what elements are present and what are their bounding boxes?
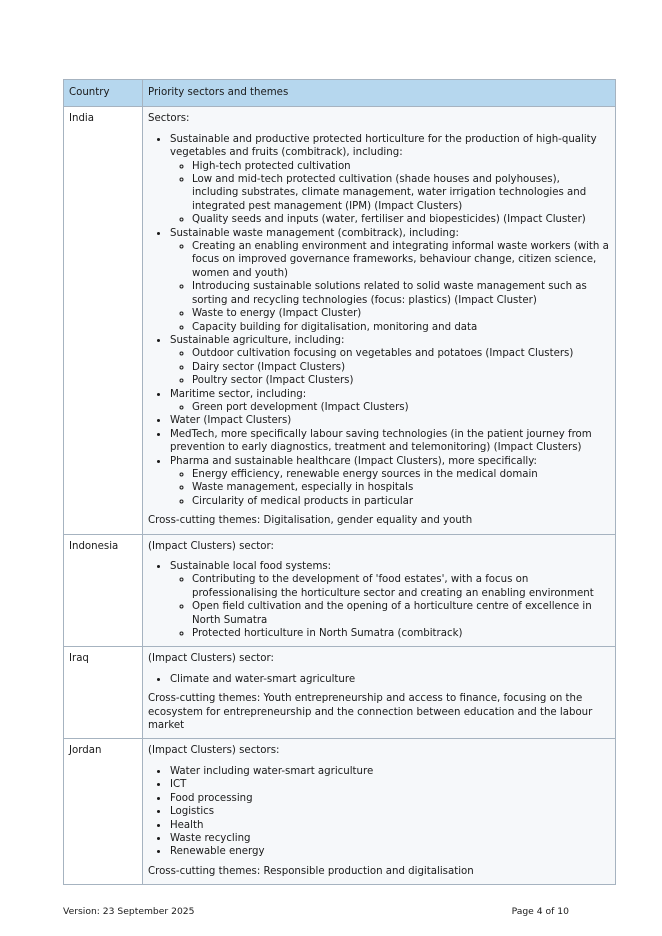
sector-item [169, 388, 609, 415]
sub-sector-item: ◦ Protected horticulture in North Sumatra (combitrack) [192, 627, 609, 640]
header-priority-sectors: Priority sectors and themes [143, 80, 616, 107]
cross-cutting-themes: Cross-cutting themes: Digitalisation, gender equality and youth [148, 515, 473, 527]
sector-intro: (Impact Clusters) sector: [148, 540, 274, 552]
table-body [64, 107, 616, 885]
sub-sector-list [170, 347, 609, 387]
sector-item [169, 428, 609, 455]
footer-version: Version: 23 September 2025 [63, 906, 195, 917]
sector-item-text: MedTech, more specifically labour saving technologies (in the patient journey from prevention to early diagnostics, treatment and telemonitoring) (Impact Clusters) [170, 428, 592, 454]
sector-item-text: Food processing [170, 792, 253, 804]
table-row [64, 107, 616, 534]
sub-sector-list [170, 240, 609, 334]
sector-item-text: Health [170, 819, 204, 831]
priorities-cell [143, 647, 616, 739]
sector-item [169, 455, 609, 509]
sub-sector-item: ◦ Outdoor cultivation focusing on vegetables and potatoes (Impact Clusters) [192, 347, 609, 360]
country-cell: India [64, 107, 143, 534]
sector-item [169, 765, 609, 778]
priorities-cell [143, 534, 616, 647]
sector-item-text: Climate and water-smart agriculture [170, 673, 356, 685]
country-cell: Jordan [64, 739, 143, 885]
sector-intro: (Impact Clusters) sectors: [148, 745, 280, 757]
sector-item [169, 673, 609, 686]
sub-sector-list [170, 468, 609, 508]
sector-list [148, 673, 609, 686]
sector-item [169, 334, 609, 388]
priorities-cell [143, 107, 616, 534]
sub-sector-list [170, 160, 609, 227]
priorities-cell [143, 739, 616, 885]
sub-sector-item: ◦ Creating an enabling environment and integrating informal waste workers (with a focus on improved governance frameworks, behaviour change, citizen science, women and youth) [192, 240, 609, 280]
sub-sector-item: ◦ Dairy sector (Impact Clusters) [192, 361, 609, 374]
sector-item [169, 414, 609, 427]
sector-intro: (Impact Clusters) sector: [148, 653, 274, 665]
sub-sector-item: ◦ Quality seeds and inputs (water, fertiliser and biopesticides) (Impact Cluster) [192, 213, 609, 226]
sub-sector-item: ◦ Circularity of medical products in particular [192, 495, 609, 508]
sector-item-text: Water including water-smart agriculture [170, 765, 374, 777]
cross-cutting-themes: Cross-cutting themes: Responsible production and digitalisation [148, 865, 474, 877]
sub-sector-item: ◦ Green port development (Impact Clusters) [192, 401, 609, 414]
sector-item [169, 845, 609, 858]
sector-item-text: Water (Impact Clusters) [170, 415, 292, 427]
cross-cutting-themes: Cross-cutting themes: Youth entrepreneurship and access to finance, focusing on the ecosystem for entrepreneurship and the connection between education and the labour market [148, 693, 593, 732]
sub-sector-item: ◦ Capacity building for digitalisation, monitoring and data [192, 321, 609, 334]
sub-sector-list [170, 573, 609, 640]
table-header-row [64, 80, 616, 107]
sector-intro: Sectors: [148, 113, 190, 125]
sector-item-text: Sustainable and productive protected horticulture for the production of high-quality vegetables and fruits (combitrack), including: [170, 133, 597, 159]
footer-page-number: Page 4 of 10 [511, 906, 569, 917]
sub-sector-item: ◦ Contributing to the development of 'food estates', with a focus on professionalising the horticulture sector and creating an enabling environment [192, 573, 609, 600]
sub-sector-item: ◦ Waste management, especially in hospitals [192, 481, 609, 494]
sector-list [148, 765, 609, 859]
sub-sector-item: ◦ Introducing sustainable solutions related to solid waste management such as sorting and recycling technologies (focus: plastics) (Impact Cluster) [192, 280, 609, 307]
sub-sector-list [170, 401, 609, 414]
sector-item [169, 560, 609, 640]
sector-item-text: ICT [170, 779, 187, 791]
sector-item [169, 805, 609, 818]
table-row [64, 647, 616, 739]
sub-sector-item: ◦ Energy efficiency, renewable energy sources in the medical domain [192, 468, 609, 481]
sector-item [169, 832, 609, 845]
sector-item [169, 133, 609, 227]
country-cell: Indonesia [64, 534, 143, 647]
sector-item-text: Renewable energy [170, 846, 265, 858]
country-cell: Iraq [64, 647, 143, 739]
sector-item-text: Sustainable waste management (combitrack), including: [170, 227, 459, 239]
header-country: Country [64, 80, 143, 107]
sector-list [148, 560, 609, 640]
sub-sector-item: ◦ Low and mid-tech protected cultivation (shade houses and polyhouses), including substrates, climate management, water irrigation technologies and integrated pest management (IPM) (Impact Clusters) [192, 173, 609, 213]
sector-item-text: Pharma and sustainable healthcare (Impact Clusters), more specifically: [170, 455, 537, 467]
sub-sector-item: ◦ Waste to energy (Impact Cluster) [192, 307, 609, 320]
sector-item [169, 778, 609, 791]
sector-item-text: Sustainable local food systems: [170, 561, 332, 572]
sector-item-text: Sustainable agriculture, including: [170, 334, 345, 346]
sub-sector-item: ◦ Poultry sector (Impact Clusters) [192, 374, 609, 387]
sector-item-text: Waste recycling [170, 832, 251, 844]
sector-item-text: Logistics [170, 806, 215, 818]
sector-item [169, 792, 609, 805]
table-row [64, 534, 616, 647]
table-row [64, 739, 616, 885]
sub-sector-item: ◦ Open field cultivation and the opening of a horticulture centre of excellence in North Sumatra [192, 600, 609, 627]
sector-item [169, 227, 609, 334]
sector-item-text: Maritime sector, including: [170, 388, 307, 400]
sector-list [148, 133, 609, 508]
sub-sector-item: ◦ High-tech protected cultivation [192, 160, 609, 173]
sector-item [169, 819, 609, 832]
priority-sectors-table [63, 79, 616, 885]
